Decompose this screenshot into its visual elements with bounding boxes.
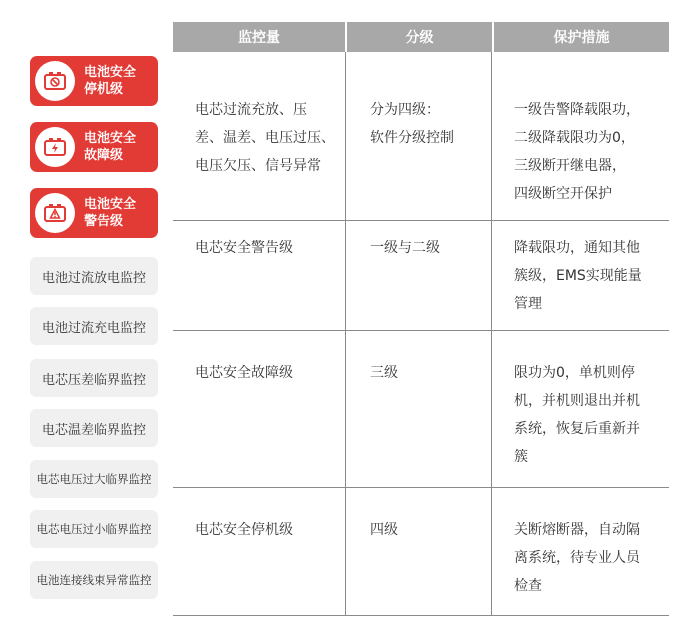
battery-shutdown-icon [35, 61, 75, 101]
alert-label: 电池安全 故障级 [84, 131, 137, 163]
table-header [173, 22, 669, 52]
header-measure: 保护措施 [494, 22, 669, 52]
table-row [173, 221, 669, 331]
monitor-button-voltage-diff[interactable]: 电芯压差临界监控 [30, 359, 158, 397]
table-row [173, 52, 669, 221]
monitor-button-overdischarge[interactable]: 电池过流放电监控 [30, 257, 158, 295]
warning-triangle-icon [35, 193, 75, 233]
cell-measure: 限功为0，单机则停 机，并机则退出并机 系统，恢复后重新并 簇 [514, 365, 640, 465]
cell-measure: 一级告警降载限功， 二级降载限功为0， 三级断开继电器， 四级断空开保护 [514, 102, 640, 202]
cell-monitor: 电芯过流充放、压 差、温差、电压过压、 电压欠压、信号异常 [195, 102, 335, 174]
cell-monitor: 电芯安全故障级 [195, 365, 293, 381]
monitor-button-undervoltage[interactable]: 电芯电压过小临界监控 [30, 510, 158, 548]
alert-button-fault[interactable] [30, 122, 158, 172]
table-row [173, 331, 669, 488]
alert-button-shutdown[interactable] [30, 56, 158, 106]
alert-label: 电池安全 警告级 [84, 197, 137, 229]
alert-label: 电池安全 停机级 [84, 65, 137, 97]
alert-button-warning[interactable] [30, 188, 158, 238]
header-monitor: 监控量 [173, 22, 345, 52]
monitor-button-temp-diff[interactable]: 电芯温差临界监控 [30, 409, 158, 447]
cell-monitor: 电芯安全停机级 [195, 522, 293, 538]
cell-level: 三级 [370, 365, 398, 381]
cell-monitor: 电芯安全警告级 [195, 240, 293, 256]
monitor-button-overcharge[interactable]: 电池过流充电监控 [30, 307, 158, 345]
monitor-button-harness[interactable]: 电池连接线束异常监控 [30, 561, 158, 599]
cell-level: 一级与二级 [370, 240, 440, 256]
cell-level: 四级 [370, 522, 398, 538]
cell-measure: 关断熔断器，自动隔 离系统，待专业人员 检查 [514, 522, 640, 594]
table-row [173, 488, 669, 616]
cell-level: 分为四级： 软件分级控制 [370, 102, 454, 146]
header-level: 分级 [347, 22, 492, 52]
monitor-button-overvoltage[interactable]: 电芯电压过大临界监控 [30, 460, 158, 498]
cell-measure: 降载限功，通知其他 簇级，EMS实现能量 管理 [514, 240, 642, 312]
battery-fault-icon [35, 127, 75, 167]
